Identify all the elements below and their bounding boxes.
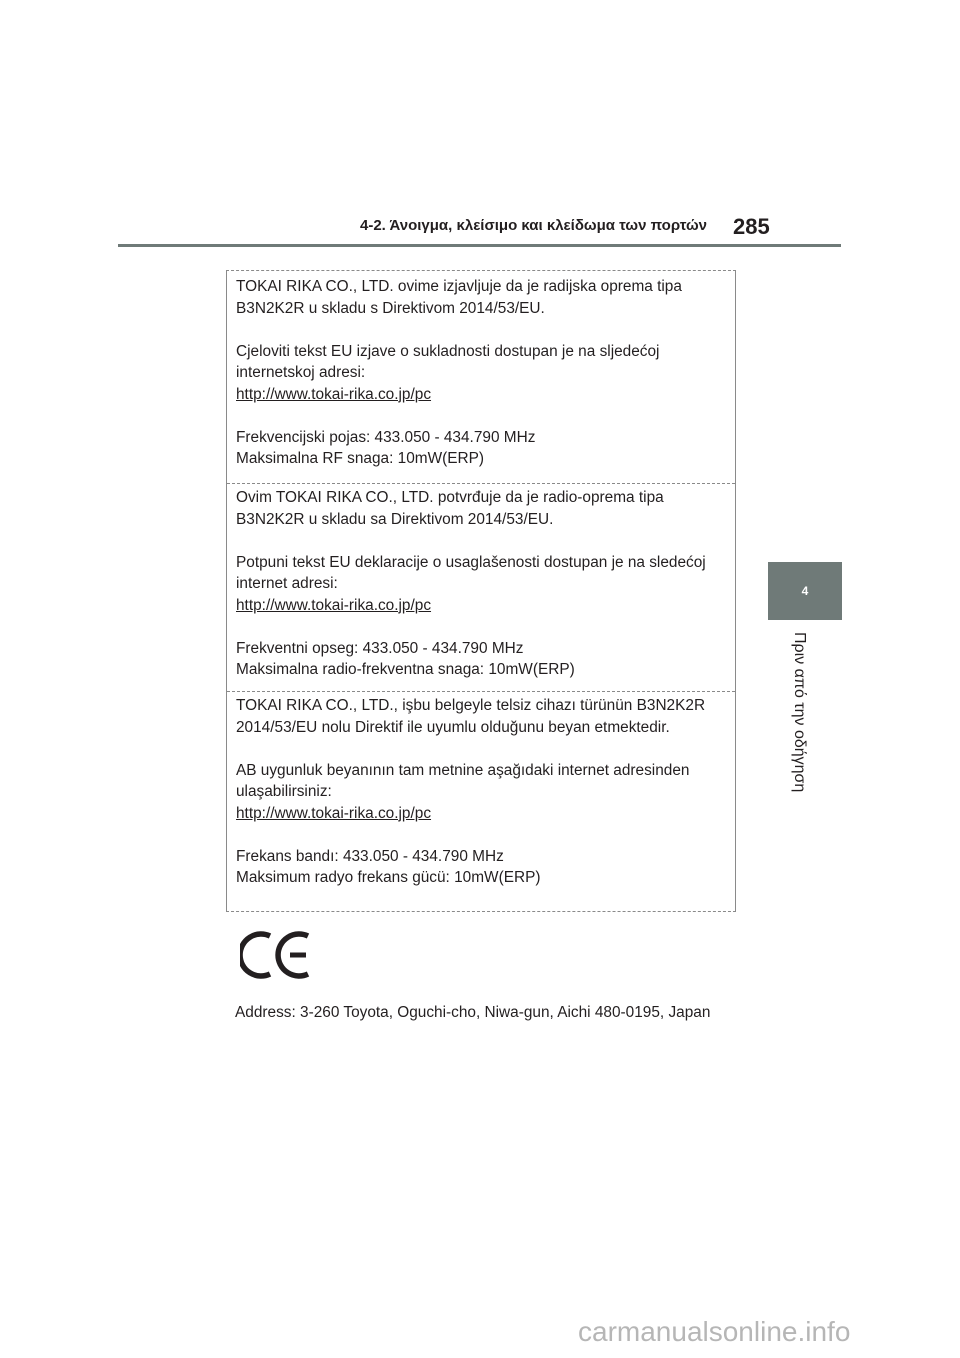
declaration-url-link[interactable]: http://www.tokai-rika.co.jp/pc <box>236 385 432 403</box>
statement-line: TOKAI RIKA CO., LTD., işbu belgeyle telsiz cihazı türünün B3N2K2R <box>236 697 706 714</box>
statement-line: Ovim TOKAI RIKA CO., LTD. potvrđuje da je radio-oprema tipa <box>236 489 664 506</box>
frequency-line: Frekventni opseg: 433.050 - 434.790 MHz <box>236 639 524 657</box>
manufacturer-address: Address: 3-260 Toyota, Oguchi-cho, Niwa-gun, Aichi 480-0195, Japan <box>235 1004 711 1021</box>
fulltext-line: internetskoj adresi: <box>236 364 366 381</box>
declaration-croatian <box>236 276 731 470</box>
watermark-text: carmanualsonline.info <box>578 1316 851 1347</box>
declarations-box <box>226 270 736 912</box>
power-line: Maksimalna RF snaga: 10mW(ERP) <box>236 450 485 467</box>
statement-line: TOKAI RIKA CO., LTD. ovime izjavljuje da je radijska oprema tipa <box>236 278 682 295</box>
header-rule <box>118 244 841 247</box>
frequency-line: Frekans bandı: 433.050 - 434.790 MHz <box>236 847 504 865</box>
fulltext-line: internet adresi: <box>236 575 338 592</box>
fulltext-line: Cjeloviti tekst EU izjave o sukladnosti dostupan je na sljedećoj <box>236 342 660 360</box>
page-number: 285 <box>733 214 770 239</box>
fulltext-line: Potpuni tekst EU deklaracije o usaglašenosti dostupan je na sledećoj <box>236 553 706 571</box>
declaration-separator <box>227 483 735 484</box>
statement-line: B3N2K2R u skladu sa Direktivom 2014/53/EU. <box>236 510 554 528</box>
statement-line: 2014/53/EU nolu Direktif ile uyumlu olduğunu beyan etmektedir. <box>236 718 670 736</box>
declaration-url-link[interactable]: http://www.tokai-rika.co.jp/pc <box>236 596 432 614</box>
declaration-url-link[interactable]: http://www.tokai-rika.co.jp/pc <box>236 804 432 822</box>
fulltext-line: AB uygunluk beyanının tam metnine aşağıdaki internet adresinden <box>236 761 690 779</box>
declaration-separator <box>227 691 735 692</box>
fulltext-line: ulaşabilirsiniz: <box>236 783 332 800</box>
power-line: Maksimalna radio-frekventna snaga: 10mW(ERP) <box>236 661 575 678</box>
ce-mark-icon <box>240 930 312 980</box>
chapter-tab <box>768 562 842 620</box>
power-line: Maksimum radyo frekans gücü: 10mW(ERP) <box>236 869 541 886</box>
frequency-line: Frekvencijski pojas: 433.050 - 434.790 MHz <box>236 428 536 446</box>
statement-line: B3N2K2R u skladu s Direktivom 2014/53/EU. <box>236 299 545 317</box>
chapter-number: 4 <box>801 584 809 598</box>
section-title: 4-2. Άνοιγμα, κλείσιμο και κλείδωμα των πορτών <box>360 217 707 234</box>
declaration-turkish <box>236 695 731 889</box>
declaration-serbian <box>236 487 731 681</box>
chapter-label: Πριν από την οδήγηση <box>791 632 808 793</box>
